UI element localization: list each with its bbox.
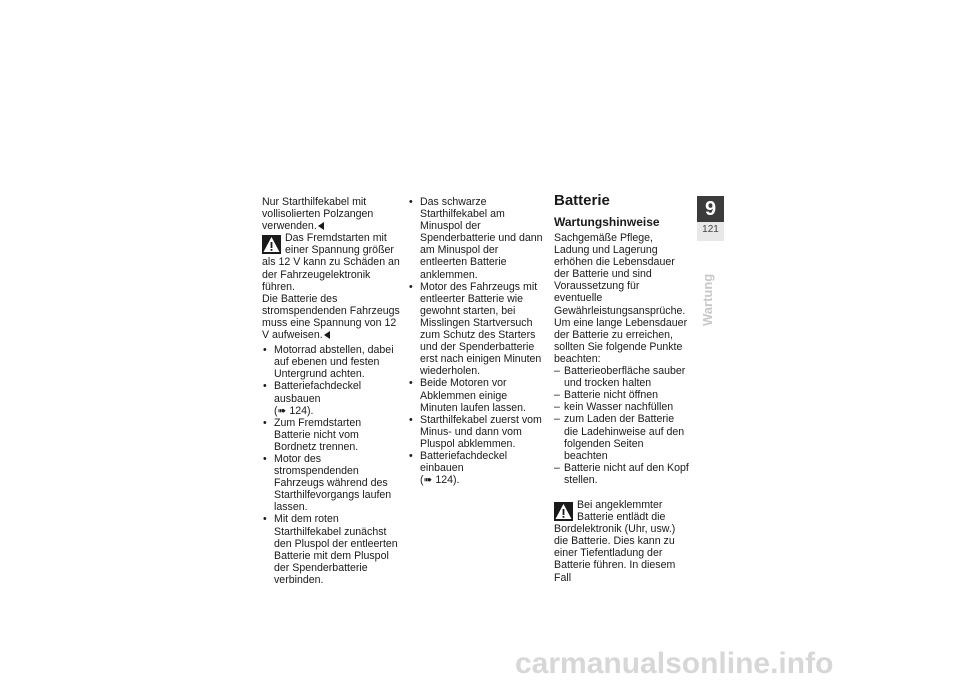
column-2 <box>408 196 546 486</box>
warning-text: Das Fremdstarten mit einer Spannung größer als 12 V kann zu Schäden an der Fahrzeugelektronik führen. <box>262 232 400 293</box>
warning-block <box>554 499 690 584</box>
chapter-number: 9 <box>697 196 724 222</box>
page-reference: (➠ 124). <box>420 474 460 487</box>
list-item: • Motorrad abstellen, dabei auf ebenen und festen Untergrund achten. <box>262 344 400 380</box>
list-item: – kein Wasser nachfüllen <box>554 401 690 413</box>
list-item: – Batterieoberfläche sauber und trocken halten <box>554 365 690 389</box>
maintenance-paragraph: Um eine lange Lebensdauer der Batterie zu erreichen, sollten Sie folgende Punkte beachten: <box>554 316 688 365</box>
page-number: 121 <box>702 224 719 235</box>
list-item: • Das schwarze Starthilfekabel am Minuspol der Spenderbatterie und dann am Minuspol der entleerten Batterie anklemmen. <box>408 196 546 281</box>
list-item: • Starthilfekabel zuerst vom Minus- und dann vom Pluspol abklemmen. <box>408 414 546 450</box>
battery-voltage-note: Die Batterie des stromspendenden Fahrzeugs muss eine Spannung von 12 V aufweisen. <box>262 292 400 342</box>
subsection-heading: Wartungshinweise <box>554 215 660 229</box>
list-item: • Batteriefachdeckel einbauen (➠ 124). <box>408 450 546 486</box>
intro-text: Nur Starthilfekabel mit vollisolierten Polzangen verwenden. <box>262 196 374 233</box>
list-item: • Motor des Fahrzeugs mit entleerter Batterie wie gewohnt starten, bei Misslingen Startversuch zum Schutz des Starters und der Spenderbatterie erst nach einigen Minuten wiederholen. <box>408 281 546 378</box>
page-reference: (➠ 124). <box>274 404 314 417</box>
warning-triangle-icon <box>262 235 281 254</box>
end-marker-icon <box>324 331 330 339</box>
watermark-text: carmanualsonline.info <box>515 647 834 680</box>
list-item: – Batterie nicht auf den Kopf stellen. <box>554 462 690 486</box>
column-3 <box>554 192 690 584</box>
maintenance-points <box>554 365 690 486</box>
warning-triangle-icon <box>554 502 573 521</box>
list-item: • Zum Fremdstarten Batterie nicht vom Bordnetz trennen. <box>262 417 400 453</box>
list-item: – Batterie nicht öffnen <box>554 389 690 401</box>
chapter-tab <box>697 196 724 241</box>
maintenance-paragraph: Sachgemäße Pflege, Ladung und Lagerung erhöhen die Lebensdauer der Batterie und sind Voraussetzung für eventuelle Gewährleistungsansprüche. <box>554 232 686 317</box>
end-marker-icon <box>318 222 324 230</box>
list-item: • Motor des stromspendenden Fahrzeugs während des Starthilfevorgangs laufen lassen. <box>262 453 400 513</box>
jump-start-steps <box>262 344 400 586</box>
column-1 <box>262 196 400 586</box>
warning-block <box>262 232 400 292</box>
list-item: • Batteriefachdeckel ausbauen (➠ 124). <box>262 380 400 416</box>
chapter-label: Wartung <box>700 273 715 326</box>
warning-text: Bei angeklemmter Batterie entlädt die Bordelektronik (Uhr, usw.) die Batterie. Dies kann zu einer Tiefentladung der Batterie führen. In diesem Fall <box>554 498 676 584</box>
jump-start-steps-continued <box>408 196 546 486</box>
list-item: • Mit dem roten Starthilfekabel zunächst den Pluspol der entleerten Batterie mit dem Pluspol der Spenderbatterie verbinden. <box>262 513 400 586</box>
list-item: • Beide Motoren vor Abklemmen einige Minuten laufen lassen. <box>408 377 546 413</box>
list-item: – zum Laden der Batterie die Ladehinweise auf den folgenden Seiten beachten <box>554 413 690 461</box>
section-heading: Batterie <box>554 192 610 209</box>
